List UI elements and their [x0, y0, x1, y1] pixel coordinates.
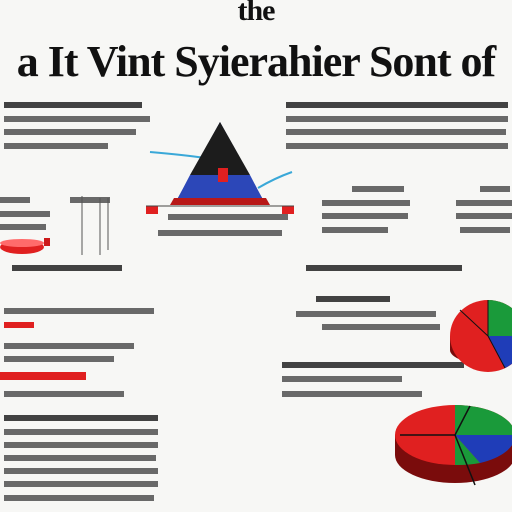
red-dish-icon [0, 238, 50, 254]
header-title-line1: the [237, 0, 275, 27]
pie-chart-icon-2 [395, 405, 512, 485]
triangle-chart-icon [170, 122, 270, 205]
decorative-blue-stroke-right [258, 172, 292, 188]
decorative-blue-stroke-left [150, 152, 205, 158]
pie-chart-icon [450, 300, 512, 372]
header-title-line2: a It Vint Syierahier Sont of [16, 37, 496, 86]
left-red-block [146, 206, 158, 214]
right-red-block [282, 206, 294, 214]
